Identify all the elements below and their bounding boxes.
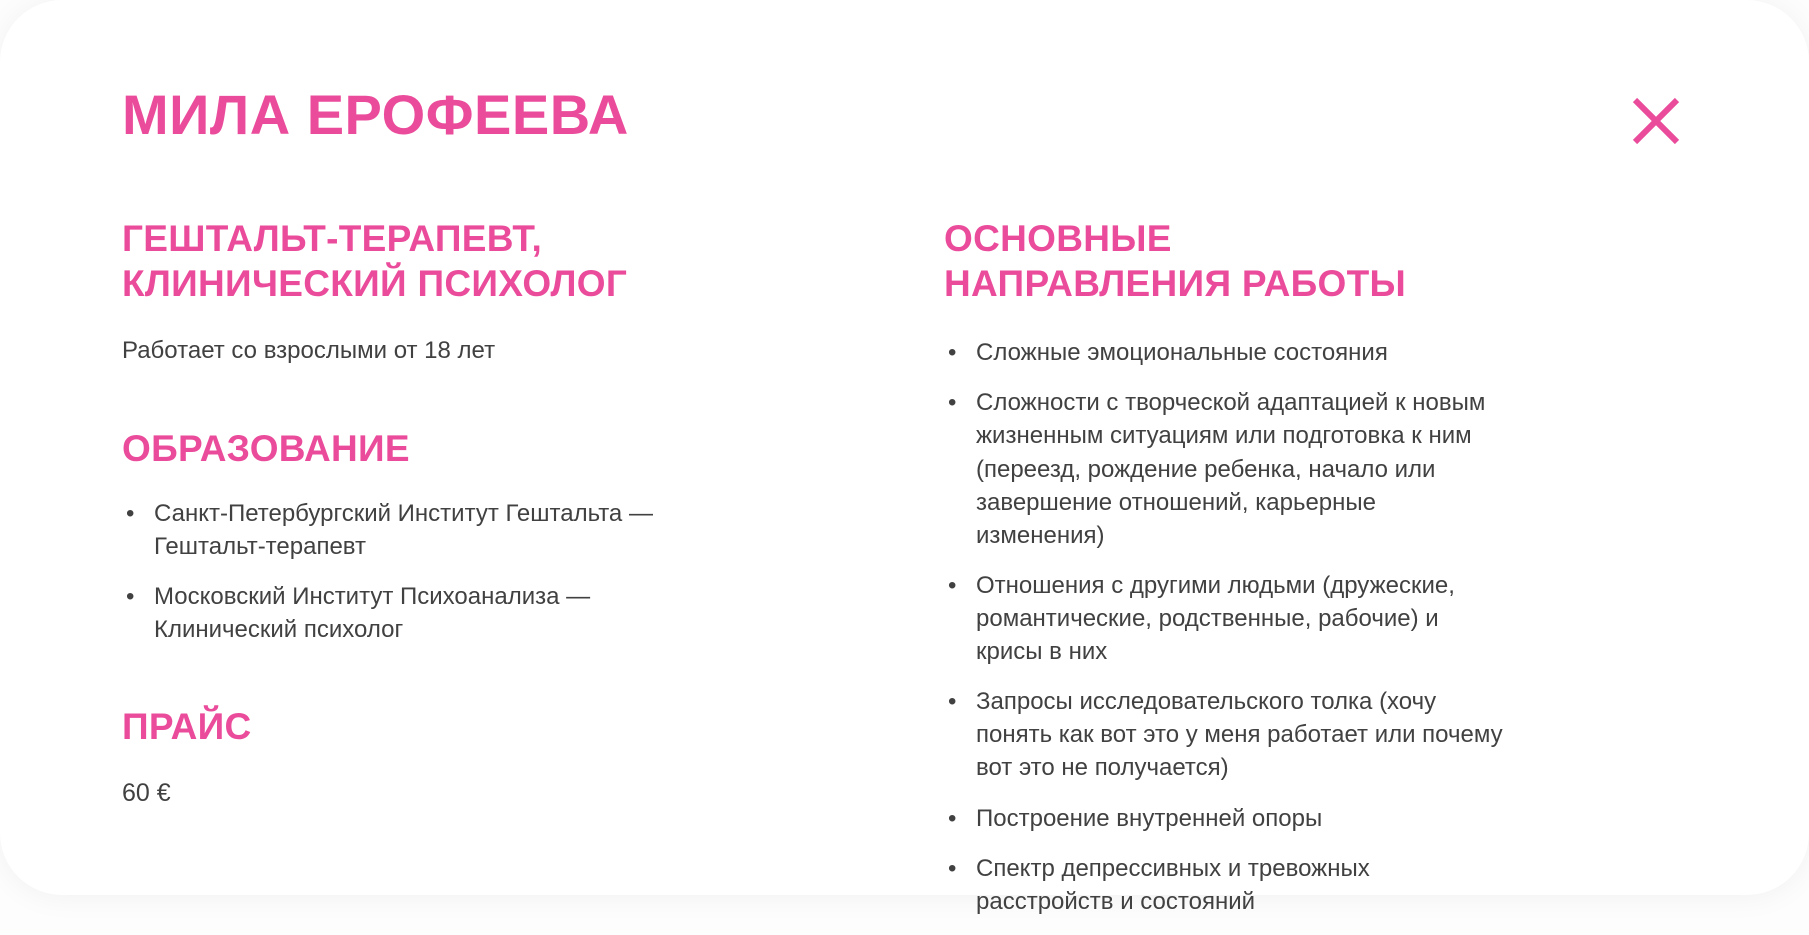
x-close-icon xyxy=(1627,92,1685,150)
list-item: • Санкт-Петербургский Институт Гештальта — Гештальт-терапевт xyxy=(122,497,697,563)
close-button[interactable] xyxy=(1627,92,1685,150)
list-item: • Московский Институт Психоанализа — Клинический психолог xyxy=(122,580,697,646)
price-section xyxy=(122,704,944,810)
education-list xyxy=(122,497,697,646)
education-section xyxy=(122,426,944,647)
content-columns xyxy=(122,216,1687,935)
price-value: 60 € xyxy=(122,776,944,811)
experience-note: Работает со взрослыми от 18 лет xyxy=(122,334,944,368)
right-column xyxy=(944,216,1509,935)
price-heading: ПРАЙС xyxy=(122,704,944,749)
list-item: • Запросы исследовательского толка (хочу понять как вот это у меня работает или почему вот это не получается) xyxy=(944,685,1509,784)
list-item: • Спектр депрессивных и тревожных расстройств и состояний xyxy=(944,852,1509,918)
card-header xyxy=(122,86,1687,150)
list-item: • Сложности с творческой адаптацией к новым жизненным ситуациям или подготовка к ним (переезд, рождение ребенка, начало или завершение отношений, карьерные изменения) xyxy=(944,386,1509,552)
page-title: МИЛА ЕРОФЕЕВА xyxy=(122,86,629,145)
list-item: • Сложные эмоциональные состояния xyxy=(944,336,1509,369)
list-item: • Построение внутренней опоры xyxy=(944,802,1509,835)
work-directions-heading: ОСНОВНЫЕ НАПРАВЛЕНИЯ РАБОТЫ xyxy=(944,216,1509,306)
left-column xyxy=(122,216,944,935)
role-heading: ГЕШТАЛЬТ-ТЕРАПЕВТ, КЛИНИЧЕСКИЙ ПСИХОЛОГ xyxy=(122,216,944,306)
education-heading: ОБРАЗОВАНИЕ xyxy=(122,426,944,471)
list-item: • Отношения с другими людьми (дружеские, романтические, родственные, рабочие) и крисы в них xyxy=(944,569,1509,668)
work-directions-list xyxy=(944,336,1509,918)
